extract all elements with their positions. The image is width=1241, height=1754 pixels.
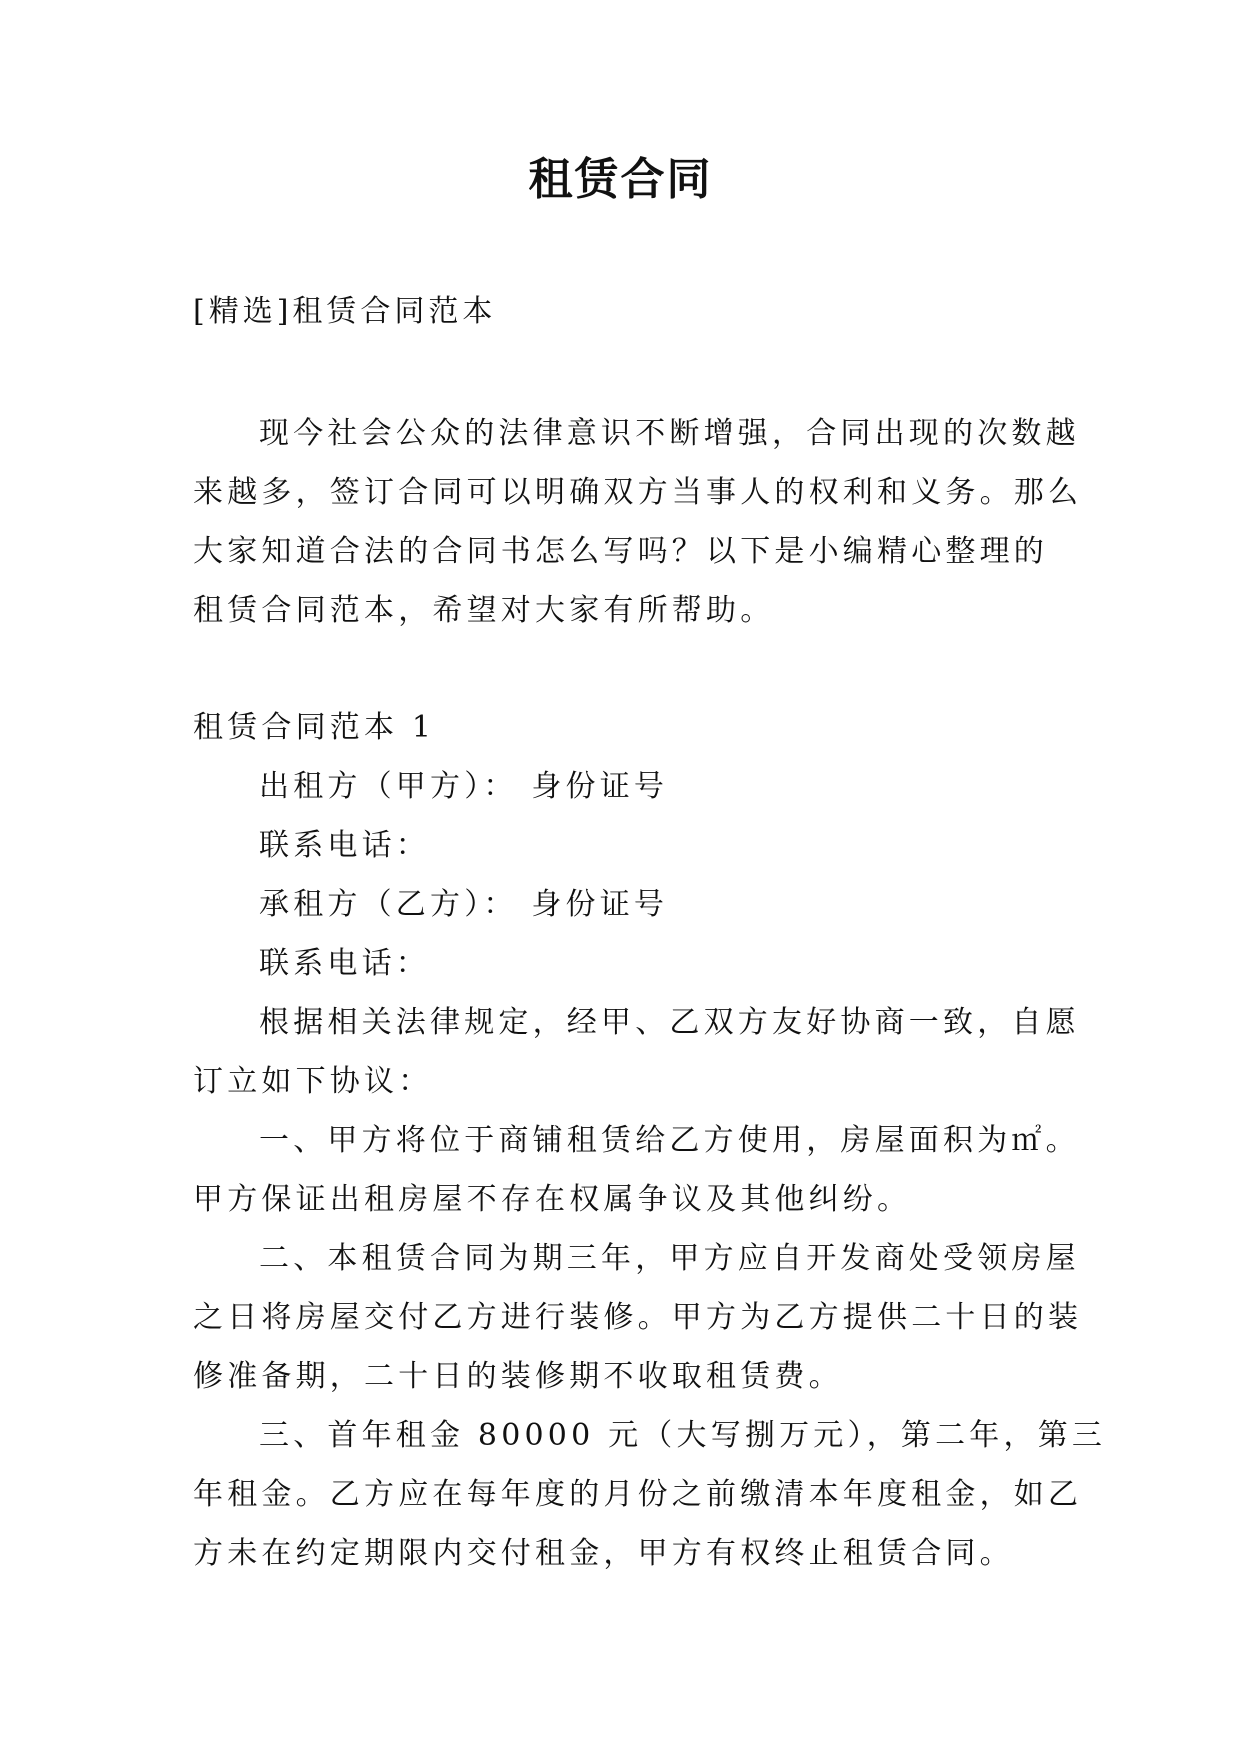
intro-line: 来越多，签订合同可以明确双方当事人的权利和义务。那么 bbox=[193, 475, 1083, 510]
agreement-line: 根据相关法律规定，经甲、乙双方友好协商一致，自愿 bbox=[259, 1005, 1080, 1040]
document-subtitle: [精选]租赁合同范本 bbox=[193, 294, 497, 329]
intro-line: 租赁合同范本，希望对大家有所帮助。 bbox=[193, 593, 775, 628]
contract-body bbox=[193, 698, 1107, 1583]
section-heading: 租赁合同范本 1 bbox=[193, 710, 436, 745]
intro-line: 现今社会公众的法律意识不断增强，合同出现的次数越 bbox=[259, 416, 1080, 451]
lessor-phone-line: 联系电话： bbox=[259, 828, 430, 863]
document-title: 租赁合同 bbox=[528, 154, 713, 205]
intro-line: 大家知道合法的合同书怎么写吗？以下是小编精心整理的 bbox=[193, 534, 1048, 569]
clause-2-line: 修准备期，二十日的装修期不收取租赁费。 bbox=[193, 1359, 843, 1394]
clause-3-line: 三、首年租金 80000 元（大写捌万元），第二年，第三 bbox=[259, 1418, 1107, 1453]
clause-1-line: 一、甲方将位于商铺租赁给乙方使用，房屋面积为㎡。 bbox=[259, 1123, 1080, 1158]
clause-3-line: 年租金。乙方应在每年度的月份之前缴清本年度租金，如乙 bbox=[193, 1477, 1083, 1512]
clause-2-line: 之日将房屋交付乙方进行装修。甲方为乙方提供二十日的装 bbox=[193, 1300, 1083, 1335]
lessor-line: 出租方（甲方）： 身份证号 bbox=[259, 769, 669, 804]
agreement-line: 订立如下协议： bbox=[193, 1064, 433, 1099]
clause-2-line: 二、本租赁合同为期三年，甲方应自开发商处受领房屋 bbox=[259, 1241, 1080, 1276]
clause-3-line: 方未在约定期限内交付租金，甲方有权终止租赁合同。 bbox=[193, 1536, 1014, 1571]
clause-1-line: 甲方保证出租房屋不存在权属争议及其他纠纷。 bbox=[193, 1182, 912, 1217]
lessee-line: 承租方（乙方）： 身份证号 bbox=[259, 887, 669, 922]
intro-paragraph bbox=[193, 404, 1083, 640]
lessee-phone-line: 联系电话： bbox=[259, 946, 430, 981]
